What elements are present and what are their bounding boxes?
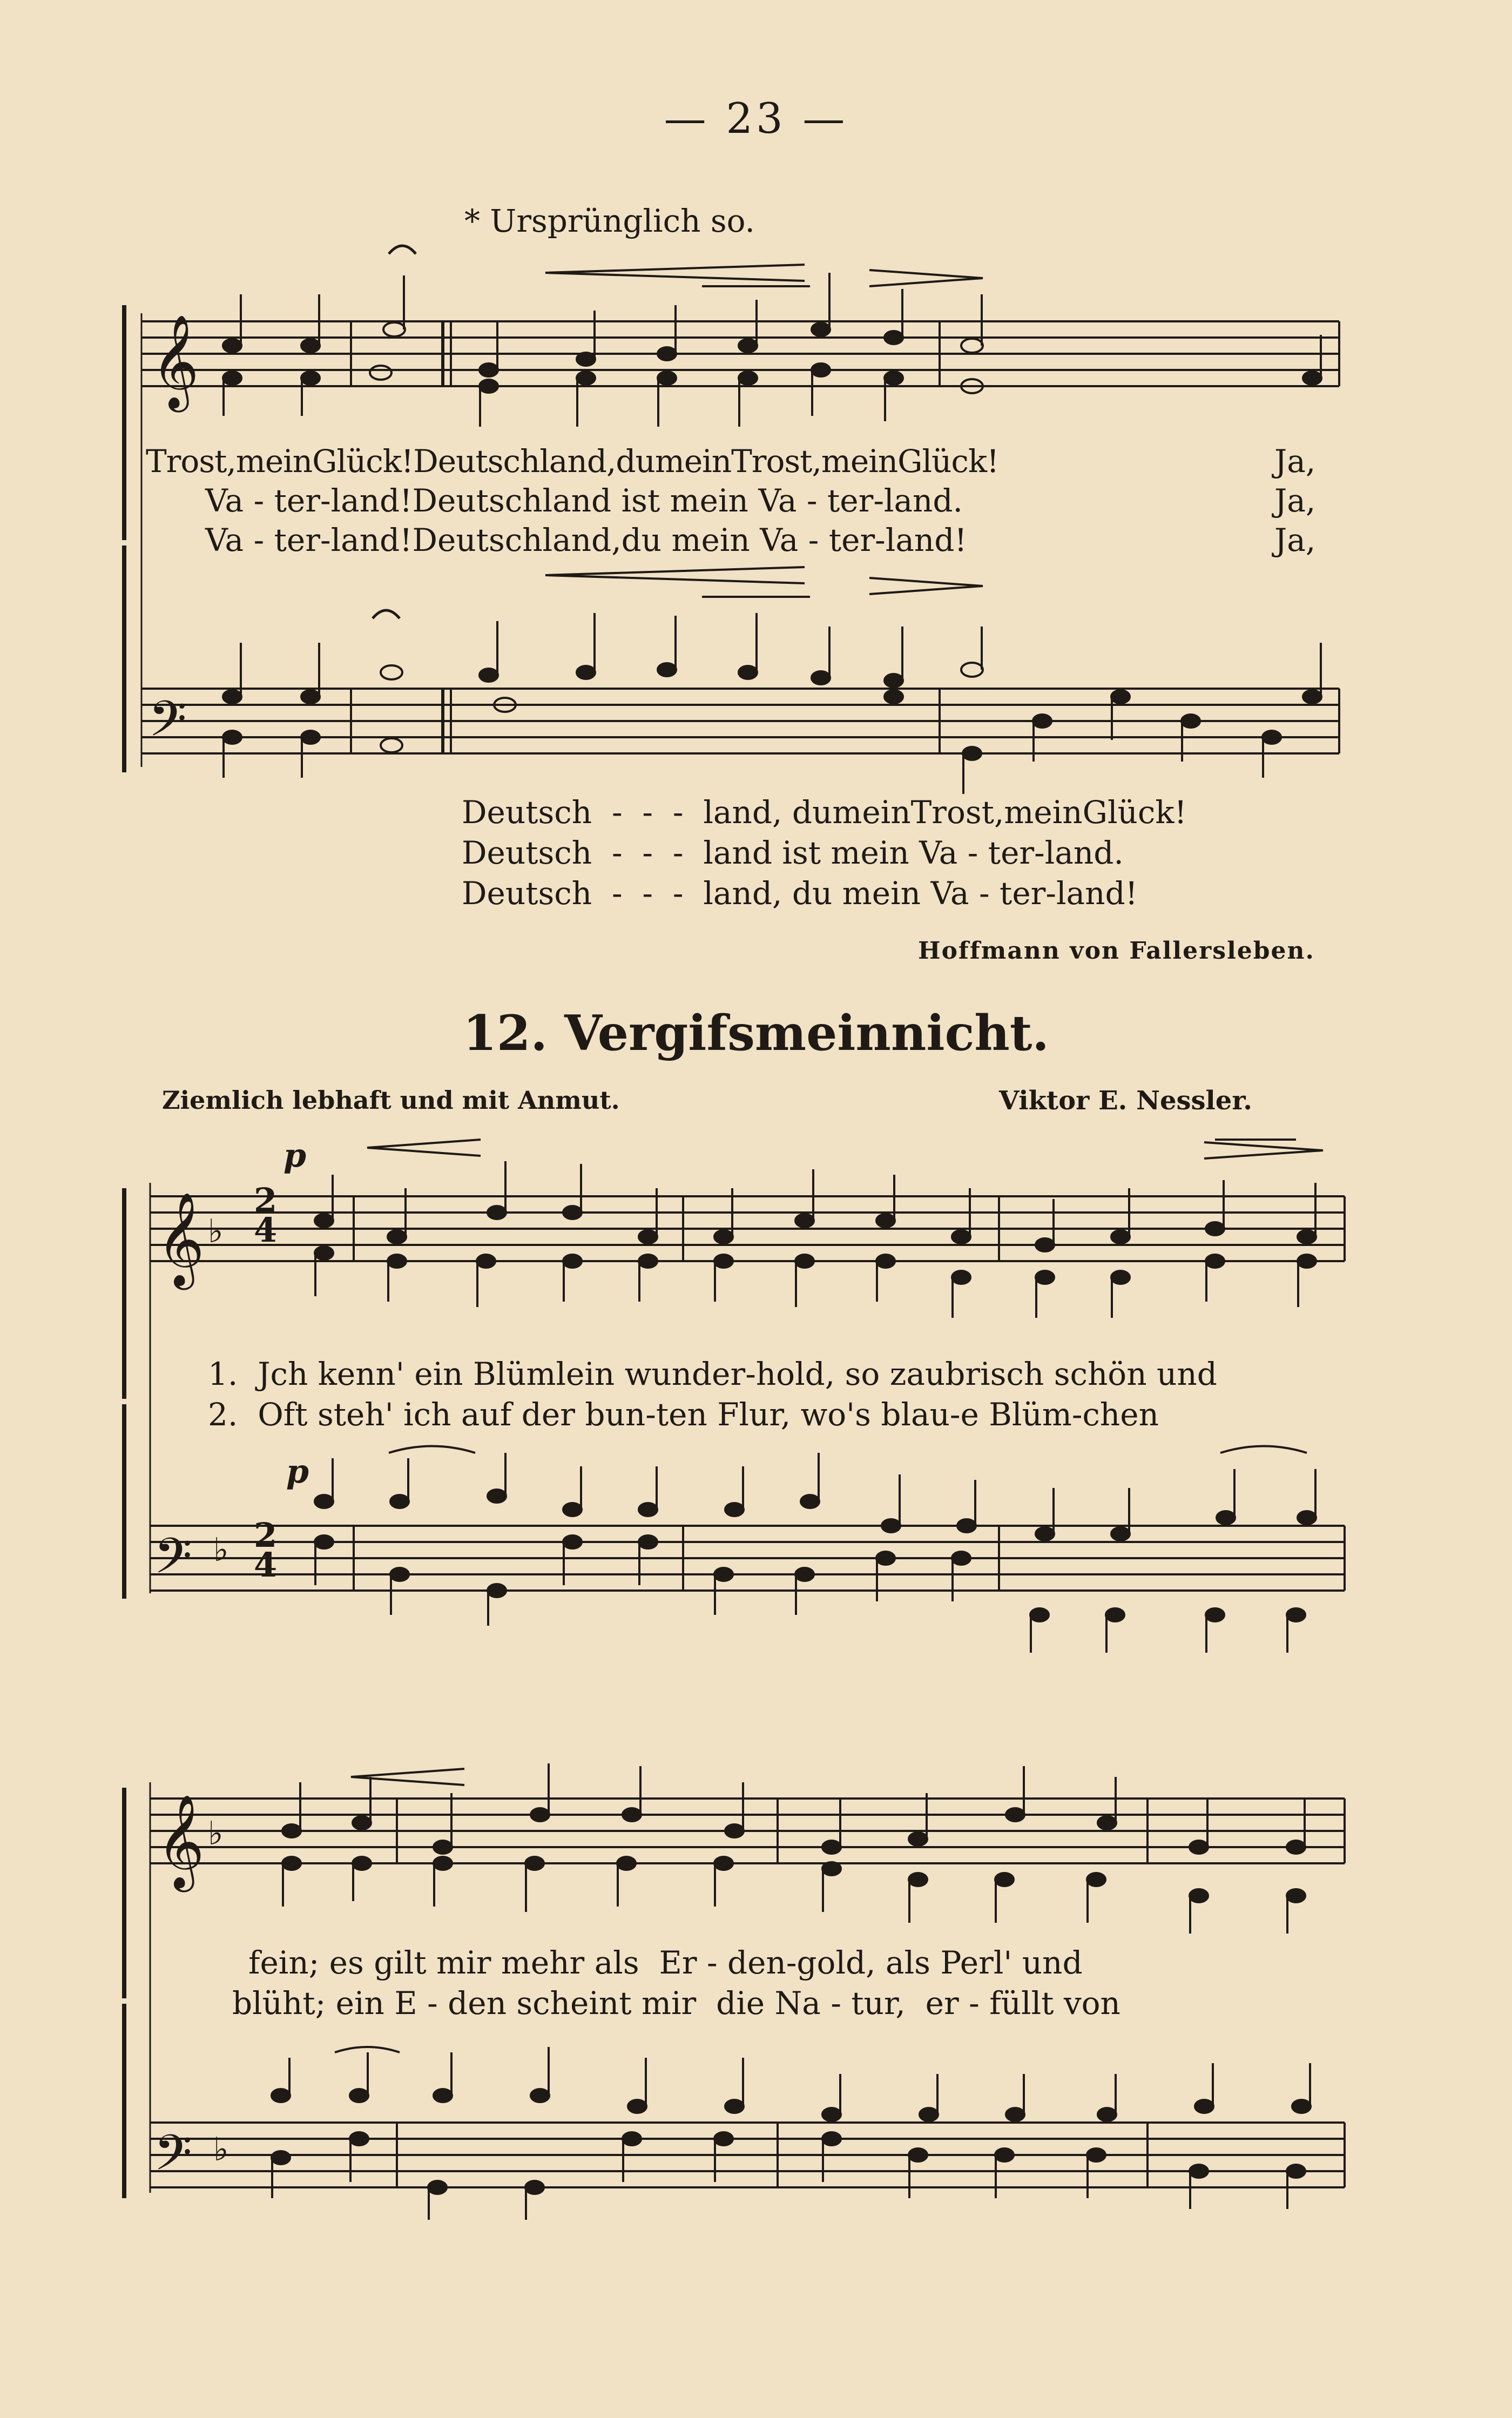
notes-treble-3 [282, 1763, 1305, 1934]
poet-attribution: Hoffmann von Fallersleben. [918, 937, 1315, 965]
bass-staff-3 [150, 2123, 1345, 2187]
time-signature-upper: 2 4 [254, 1181, 278, 1250]
dynamic-marking: p [286, 1453, 309, 1491]
lyric-line: Trost,meinGlück!Deutschland,dumeinTrost,meinGlück! [146, 443, 999, 480]
notes-bass-2 [315, 1453, 1316, 1653]
flat-icon: ♭ [213, 2131, 229, 2168]
lyric-line: blüht; ein E - den scheint mir die Na - tur, er - füllt von [232, 1985, 1120, 2022]
treble-clef-icon: 𝄞 [151, 314, 199, 408]
treble-clef-icon: 𝄞 [157, 1192, 205, 1286]
lyric-line: Va - ter-land!Deutschland ist mein Va - ter-land. [205, 482, 963, 519]
tempo-marking: Ziemlich lebhaft und mit Anmut. [162, 1086, 620, 1115]
lyric-line: Va - ter-land!Deutschland,du mein Va - ter-land! [205, 522, 967, 558]
song-title: 12. Vergifsmeinnicht. [463, 1005, 1049, 1062]
flat-icon: ♭ [208, 1815, 224, 1853]
page-number: — 23 — [664, 95, 848, 143]
treble-clef-icon: 𝄞 [157, 1794, 205, 1888]
flat-icon: ♭ [213, 1531, 229, 1569]
lyric-ja: Ja, [1274, 443, 1316, 480]
notes-staff-1 [223, 273, 1321, 427]
lyric-ja: Ja, [1274, 482, 1316, 519]
bass-clef-icon: 𝄢 [154, 2124, 192, 2193]
notes-bass-3 [272, 2047, 1311, 2220]
flat-icon: ♭ [208, 1213, 224, 1250]
bass-clef-icon: 𝄢 [154, 1527, 192, 1597]
time-signature-lower: 2 4 [254, 1516, 278, 1585]
notes-bass-1 [223, 613, 1321, 794]
treble-staff-3 [150, 1799, 1345, 1863]
footnote-marker: * Ursprünglich so. [464, 203, 755, 239]
lyric-line: Deutsch - - - land, dumeinTrost,meinGlück! [462, 794, 1187, 831]
lyric-ja: Ja, [1274, 522, 1316, 558]
lyric-line: 2. Oft steh' ich auf der bun-ten Flur, wo's blau-e Blüm-chen [208, 1396, 1159, 1433]
bass-staff-1 [141, 689, 1339, 753]
composer: Viktor E. Nessler. [999, 1086, 1252, 1116]
lyric-line: fein; es gilt mir mehr als Er - den-gold, als Perl' und [248, 1944, 1083, 1981]
notes-treble-2 [315, 1161, 1316, 1318]
dynamic-marking: p [284, 1137, 306, 1175]
lyric-line: Deutsch - - - land ist mein Va - ter-land. [462, 834, 1124, 871]
bass-clef-icon: 𝄢 [148, 690, 187, 759]
lyric-line: Deutsch - - - land, du mein Va - ter-land! [462, 875, 1138, 912]
lyric-line: 1. Jch kenn' ein Blümlein wunder-hold, so zaubrisch schön und [208, 1356, 1217, 1392]
